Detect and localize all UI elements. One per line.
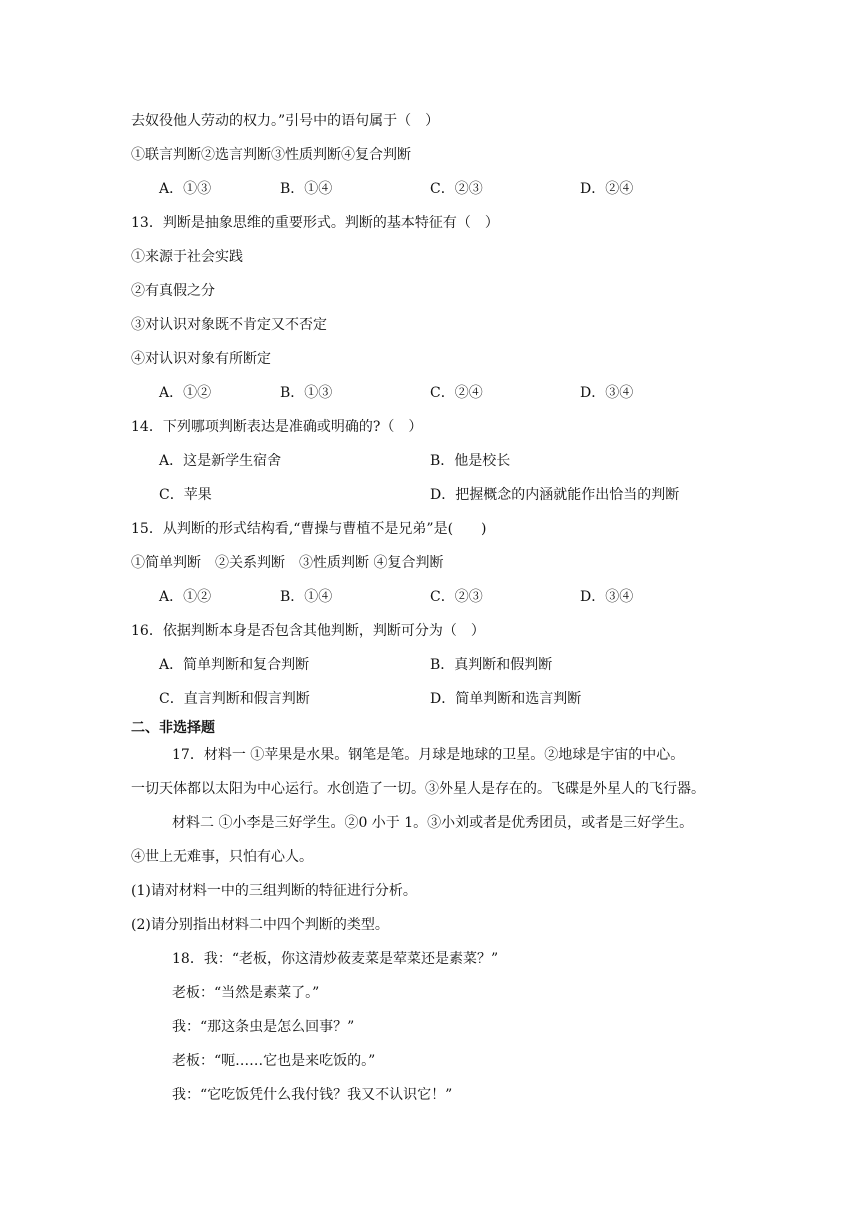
- q17-material1-line2: 一切天体都以太阳为中心运行。水创造了一切。③外星人是存在的。飞碟是外星人的飞行器。: [131, 781, 705, 797]
- q13-option-a[interactable]: A．①②: [159, 385, 212, 401]
- q12-option-d[interactable]: D．②④: [580, 181, 634, 197]
- q18-line-4: 老板：“呃……它也是来吃饭的。”: [172, 1053, 376, 1069]
- q13-item-2: ②有真假之分: [131, 283, 215, 299]
- q13-option-d[interactable]: D．③④: [580, 385, 634, 401]
- q12-stem-end: 去奴役他人劳动的权力。”引号中的语句属于（ ）: [131, 113, 440, 129]
- q14-stem: 14．下列哪项判断表达是准确或明确的?（ ）: [131, 419, 423, 435]
- q15-option-c[interactable]: C．②③: [430, 589, 483, 605]
- q12-option-c[interactable]: C．②③: [430, 181, 483, 197]
- section-heading: 二、非选择题: [131, 720, 215, 736]
- q18-line-1: 18．我：“老板，你这清炒莜麦菜是荤菜还是素菜？”: [172, 951, 499, 967]
- q12-items: ①联言判断②选言判断③性质判断④复合判断: [131, 147, 411, 163]
- q15-option-b[interactable]: B．①④: [280, 589, 333, 605]
- q18-line-5: 我：“它吃饭凭什么我付钱？我又不认识它！”: [172, 1087, 453, 1103]
- q17-material2-line1: 材料二 ①小李是三好学生。②0 小于 1。③小刘或者是优秀团员，或者是三好学生。: [172, 815, 694, 831]
- q14-option-a[interactable]: A．这是新学生宿舍: [159, 453, 282, 469]
- q18-line-3: 我：“那这条虫是怎么回事？”: [172, 1019, 355, 1035]
- q13-option-b[interactable]: B．①③: [280, 385, 333, 401]
- q13-option-c[interactable]: C．②④: [430, 385, 483, 401]
- q17-subquestion-1: (1)请对材料一中的三组判断的特征进行分析。: [131, 883, 417, 899]
- q16-stem: 16．依据判断本身是否包含其他判断，判断可分为（ ）: [131, 623, 485, 639]
- q16-option-a[interactable]: A．简单判断和复合判断: [159, 657, 310, 673]
- q16-option-b[interactable]: B．真判断和假判断: [430, 657, 553, 673]
- q13-item-3: ③对认识对象既不肯定又不否定: [131, 317, 327, 333]
- q17-material2-line2: ④世上无难事，只怕有心人。: [131, 849, 313, 865]
- q13-item-1: ①来源于社会实践: [131, 249, 243, 265]
- q15-items: ①简单判断 ②关系判断 ③性质判断 ④复合判断: [131, 555, 444, 571]
- q15-option-d[interactable]: D．③④: [580, 589, 634, 605]
- q13-item-4: ④对认识对象有所断定: [131, 351, 271, 367]
- q14-option-c[interactable]: C．苹果: [159, 487, 212, 503]
- q12-option-b[interactable]: B．①④: [280, 181, 333, 197]
- q16-option-c[interactable]: C．直言判断和假言判断: [159, 691, 310, 707]
- q14-option-b[interactable]: B．他是校长: [430, 453, 511, 469]
- q15-stem: 15．从判断的形式结构看,“曹操与曹植不是兄弟”是( ): [131, 521, 487, 537]
- q17-material1-line1: 17．材料一 ①苹果是水果。钢笔是笔。月球是地球的卫星。②地球是宇宙的中心。: [172, 747, 685, 763]
- q14-option-d[interactable]: D．把握概念的内涵就能作出恰当的判断: [430, 487, 680, 503]
- q12-option-a[interactable]: A．①③: [159, 181, 212, 197]
- q18-line-2: 老板：“当然是素菜了。”: [172, 985, 320, 1001]
- q17-subquestion-2: (2)请分别指出材料二中四个判断的类型。: [131, 917, 389, 933]
- q13-stem: 13．判断是抽象思维的重要形式。判断的基本特征有（ ）: [131, 215, 499, 231]
- q16-option-d[interactable]: D．简单判断和选言判断: [430, 691, 582, 707]
- q15-option-a[interactable]: A．①②: [159, 589, 212, 605]
